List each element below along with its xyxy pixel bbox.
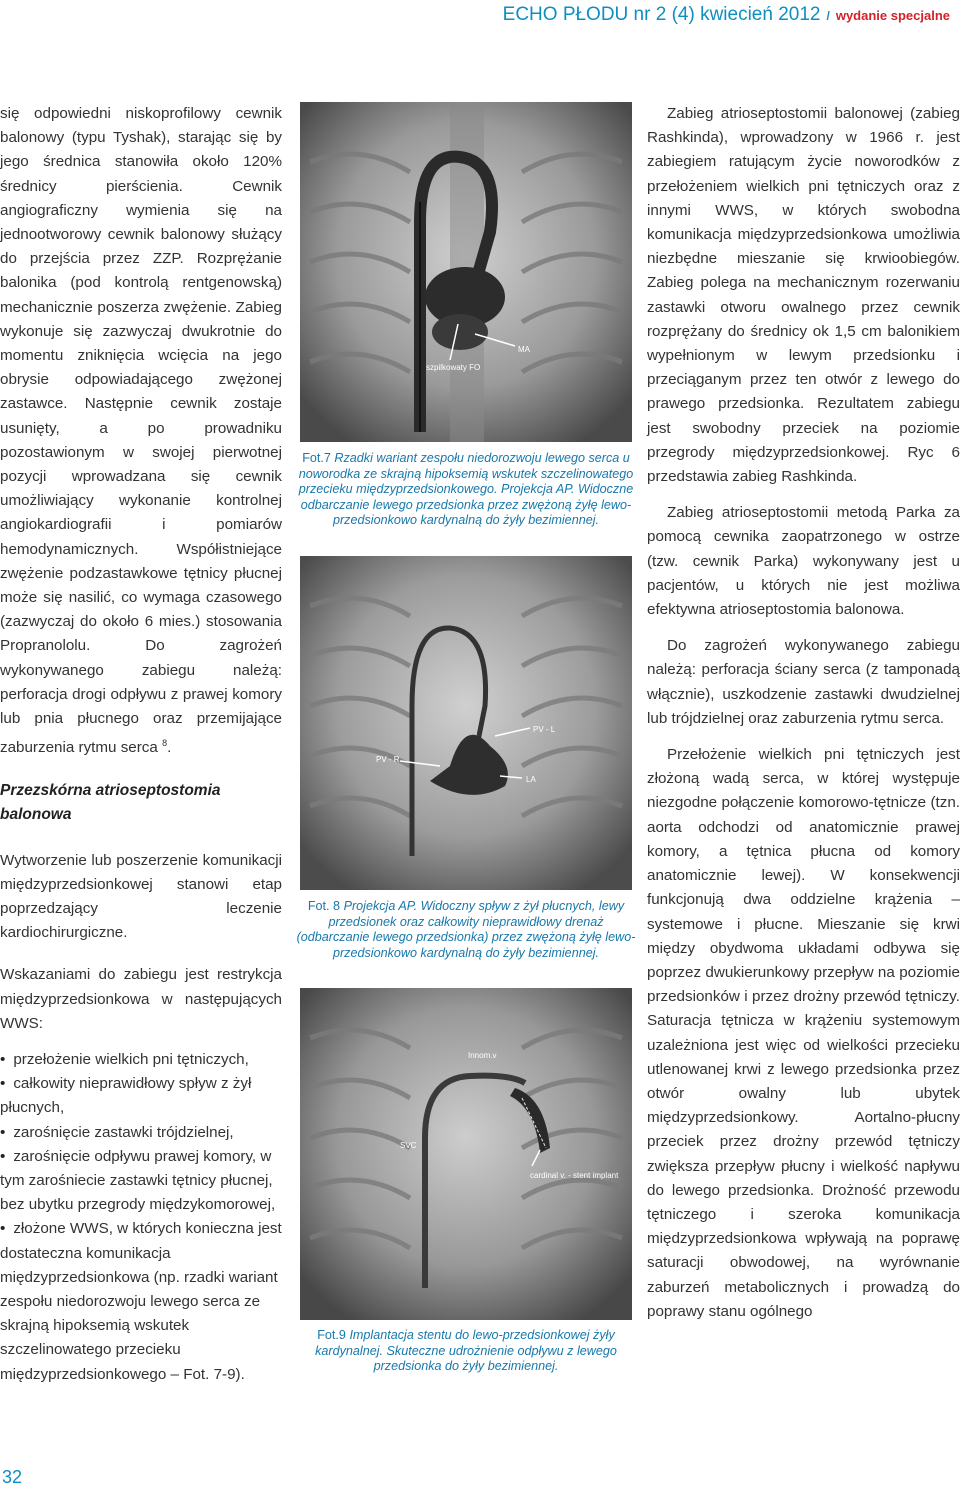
figure-label: cardinal v. - stent implant xyxy=(530,1171,619,1180)
figure-label: Innom.v xyxy=(468,1051,497,1060)
figure-label: MA xyxy=(518,345,530,354)
paragraph-end: . xyxy=(167,739,172,757)
section-heading: Przezskórna atrioseptostomia balonowa xyxy=(0,781,221,823)
body-paragraph: Zabieg atrioseptostomii balonowej (zabieg Rashkinda), wprowadzony w 1966 r. jest zabiegiem ratującym życie noworodków z przełożeniem wielkich pni tętniczych oraz z innymi WWS, w których swobodna komunikacja międzyprzedsionkowa umożliwia niezbędne mieszanie się krwioobiegów. Zabieg polega na mechanicznym rozerwaniu zastawki otworu owalnego przez cewnik rozprężany do średnicy ok 1,5 cm balonikiem wypełnionym w lewym przedsionku i przeciąganym przez ten otwór z lewego do prawego przedsionka. Rezultatem zabiegu jest swobodny przeciek na poziomie przegrody międzyprzedsionkowej. Ryc 6 przedstawia zabieg Rashkinda. xyxy=(647,105,960,486)
list-item: • zarośnięcie zastawki trójdzielnej, xyxy=(0,1121,282,1145)
caption-label: Fot. 8 xyxy=(307,899,341,913)
xray-image-fig8 xyxy=(300,556,632,890)
body-paragraph: Wskazaniami do zabiegu jest restrykcja międzyprzedsionkowa w następujących WWS: xyxy=(0,966,282,1032)
left-column xyxy=(0,102,282,1387)
body-paragraph: Do zagrożeń wykonywanego zabiegu należą: perforacja ściany serca (z tamponadą włącznie), uszkodzenie zastawki dwudzielnej lub trójdzielnej oraz zaburzenia rytmu serca. xyxy=(647,637,960,727)
list-item: • przełożenie wielkich pni tętniczych, xyxy=(0,1048,282,1072)
body-paragraph: Wytworzenie lub poszerzenie komunikacji międzyprzedsionkowej stanowi etap poprzedzający leczenie kardiochirurgiczne. xyxy=(0,851,282,942)
figure-caption-fig8 xyxy=(296,899,636,961)
caption-label: Fot.7 xyxy=(302,451,331,465)
figure-label: szpilkowaty FO xyxy=(426,363,481,372)
xray-image-fig9 xyxy=(300,988,632,1320)
figure-label: PV - L xyxy=(533,725,556,734)
paragraph-text: się odpowiedni niskoprofilowy cewnik balonowy (typu Tyshak), starając się by jego średnica stanowiła około 120% średnicy pierścienia. Cewnik angiograficzny wymienia się na jednootworowy cewnik balonowy służący do przejścia przez ZZP. Rozprężanie balonika (pod kontrolą rentgenowską) mechanicznie poszerza zwężenie. Zabieg wykonuje się zazwyczaj dwukrotnie do momentu zniknięcia wcięcia na jego obrysie odpowiadającego zwężonej zastawce. Następnie cewnik zostaje usunięty, a po prowadniku pozostawionym w swojej pierwotnej pozycji wprowadzana się cewnik umożliwiający wykonanie kontrolnej angiokardiografii i pomiarów hemodynamicznych. Współistniejące zwężenie podzastawkowe tętnicy płucnej może się nasilić, co wymaga czasowego (zazwyczaj do około 6 mies.) stosowania Propranololu. Do zagrożeń wykonywanego zabiegu należą: perforacja drogi odpływu z prawej komory lub pnia płucnego oraz przemijające zaburzenia rytmu serca xyxy=(0,105,282,757)
caption-text: Implantacja stentu do lewo-przedsionkowej żyły kardynalnej. Skuteczne udrożnienie odpływu z lewego przedsionka do żyły bezimiennej. xyxy=(315,1328,617,1373)
caption-text: Rzadki wariant zespołu niedorozwoju lewego serca u noworodka ze skrajną hipoksemią wskutek szczelinowatego przecieku międzyprzedsionkowego. Projekcja AP. Widoczne odbarczanie lewego przedsionka przez zwężoną żyłę lewo-przedsionkowo kardynalną do żyły bezimiennej. xyxy=(298,451,634,527)
edition-label: wydanie specjalne xyxy=(835,8,950,23)
indications-list xyxy=(0,1048,282,1387)
figure-label: SVC xyxy=(400,1141,417,1150)
figure-label: PV - R xyxy=(376,755,400,764)
list-item: • całkowity nieprawidłowy spływ z żył płucnych, xyxy=(0,1072,282,1120)
body-paragraph: Przełożenie wielkich pni tętniczych jest złożoną wadą serca, w której występuje niezgodne połączenie komorowo-tętnicze (tzn. aorta odchodzi od anatomicznie prawej komory, a tętnica płucna od komory anatomicznie lewej). W konsekwencji funkcjonują dwa oddzielne krążenia – systemowe i płucne. Mieszanie się krwi między obydwoma układami odbywa się poprzez dwukierunkowy przepływ na poziomie przedsionków i przez drożny przewód tętniczy. Saturacja tętnicza w krążeniu systemowym uzależniona jest więc od wielkości przecieku utlenowanej krwi z lewego przedsionka przez otwór owalny lub ubytek międzyprzedsionkowy. Aortalno-płucny przeciek przez drożny przewód tętniczy zwiększa przepływ płucny i wielkość napływu do lewego przedsionka. Drożność przewodu tętniczego i szeroka komunikacja międzyprzedsionkowa wpływają na poprawę saturacji obwodowej, na wyrównanie zaburzeń metabolicznych i prowadzą do poprawy stanu ogólnego xyxy=(647,746,960,1320)
figure-label: LA xyxy=(526,775,536,784)
caption-label: Fot.9 xyxy=(317,1328,346,1342)
figure-caption-fig7 xyxy=(296,451,636,529)
journal-title: ECHO PŁODU nr 2 (4) kwiecień 2012 xyxy=(502,4,821,25)
body-paragraph xyxy=(0,102,282,761)
right-column xyxy=(647,102,960,1336)
page-number: 32 xyxy=(2,1467,23,1487)
header-separator: / xyxy=(826,9,830,23)
list-item: • zarośnięcie odpływu prawej komory, w tym zarośniecie zastawki tętnicy płucnej, bez ubytku przegrody międzykomorowej, xyxy=(0,1145,282,1218)
reference-number: 8 xyxy=(162,738,168,749)
xray-image-fig7 xyxy=(300,102,632,442)
figure-caption-fig9 xyxy=(296,1328,636,1375)
list-item: • złożone WWS, w których konieczna jest dostateczna komunikacja międzyprzedsionkowa (np. rzadki wariant zespołu niedorozwoju lewego serca ze skrajną hipoksemią wskutek szczelinowatego przecieku międzyprzedsionkowego – Fot. 7-9). xyxy=(0,1217,282,1386)
body-paragraph: Zabieg atrioseptostomii metodą Parka za pomocą cewnika zaopatrzonego w ostrze (tzw. cewnik Parka) wykonywany jest u pacjentów, u których nie jest możliwa efektywna atrioseptostomia balonowa. xyxy=(647,504,960,619)
running-header xyxy=(503,4,950,26)
caption-text: Projekcja AP. Widoczny spływ z żył płucnych, lewy przedsionek oraz całkowity nieprawidłowy drenaż (odbarczanie lewego przedsionka) przez zwężoną żyłę lewo-przedsionkowo kardynalną do żyły bezimiennej. xyxy=(296,899,636,960)
